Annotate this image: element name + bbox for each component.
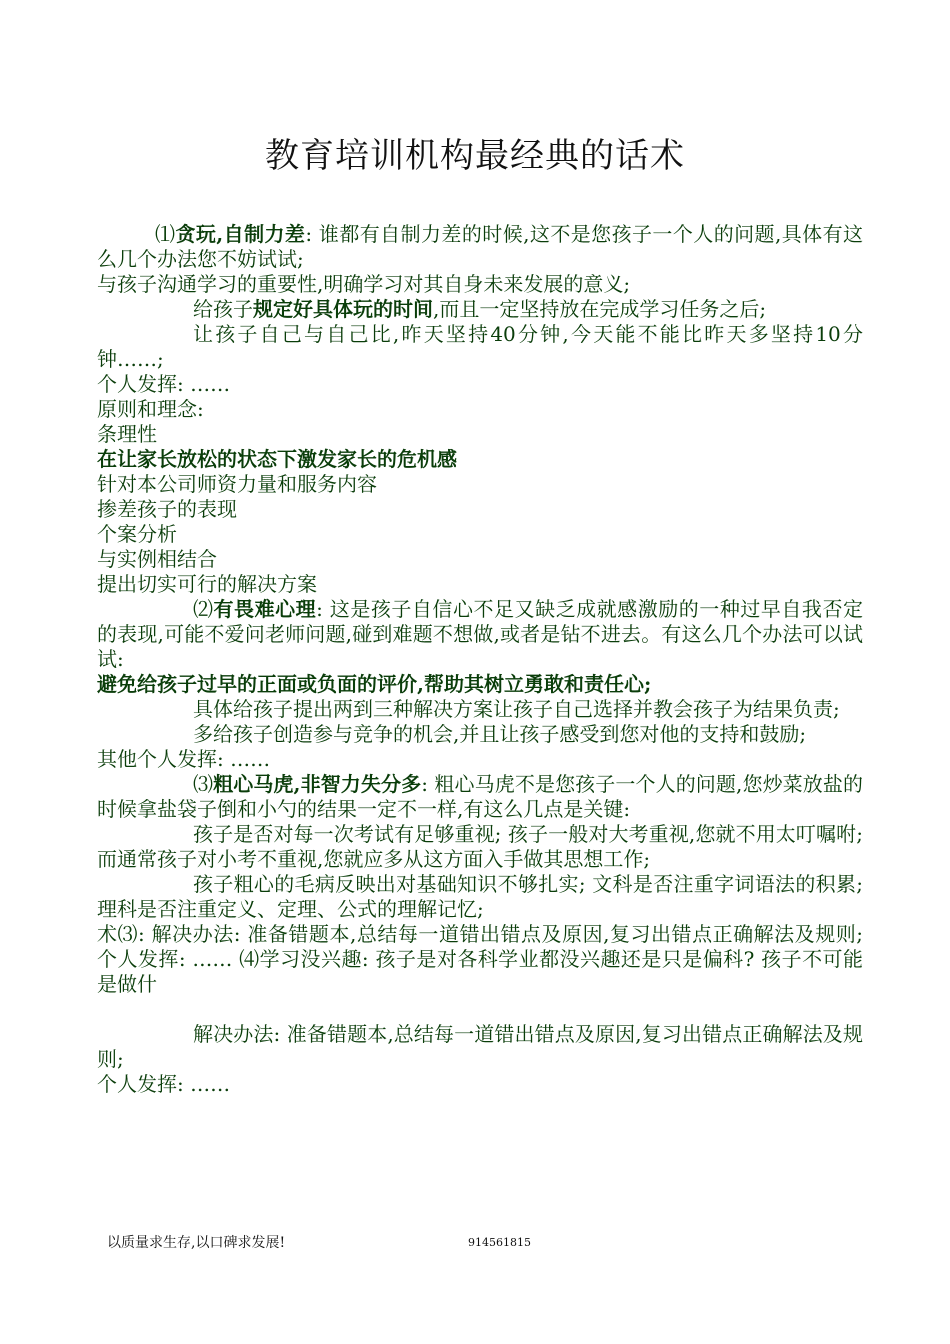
section-3-item-1: 孩子是否对每一次考试有足够重视; 孩子一般对大考重视,您就不用太叮嘱咐; 而通常孩子对小考不重视,您就应多从这方面入手做其思想工作;	[97, 822, 863, 871]
principle-line: 提出切实可行的解决方案	[97, 572, 317, 596]
section-1-intro: : 谁都有自制力差的时候,这不是您孩子一个人的问题,具体有这么几个办法您不妨试试;	[97, 222, 864, 271]
section-1-personal: 个人发挥: ……	[97, 372, 231, 396]
section-2-item-2: 具体给孩子提出两到三种解决方案让孩子自己选择并教会孩子为结果负责;	[193, 697, 840, 721]
section-2-heading: 有畏难心理	[213, 597, 317, 621]
section-3-mixed-line: 术⑶: 解决办法: 准备错题本,总结每一道错出错点及原因,复习出错点正确解法及规则; 个人发挥: …… ⑷学习没兴趣: 孩子是对各科学业都没兴趣还是只是偏科? 孩子不可能是做什	[97, 922, 863, 996]
principle-line: 个案分析	[97, 522, 177, 546]
section-3-number: ⑶	[193, 772, 214, 796]
section-2-item-1	[97, 672, 863, 697]
section-3-item-2: 孩子粗心的毛病反映出对基础知识不够扎实; 文科是否注重字词语法的积累; 理科是否注重定义、定理、公式的理解记忆;	[97, 872, 863, 921]
section-1-paragraph	[97, 222, 863, 272]
section-1-heading: 贪玩,自制力差	[175, 222, 306, 246]
page-title: 教育培训机构最经典的话术	[265, 136, 685, 176]
section-2-intro: : 这是孩子自信心不足又缺乏成就感激励的一种过早自我否定的表现,可能不爱问老师问题,碰到难题不想做,或者是钻不进去。有这么几个办法可以试试:	[97, 597, 863, 671]
section-4-personal: 个人发挥: ……	[97, 1072, 231, 1096]
document-body	[97, 222, 863, 1097]
principle-bold-text: 在让家长放松的状态下激发家长的危机感	[97, 447, 457, 471]
section-2-number: ⑵	[193, 597, 214, 621]
principle-line-bold	[97, 447, 863, 472]
section-1-item-1: 与孩子沟通学习的重要性,明确学习对其自身未来发展的意义;	[97, 272, 631, 296]
section-1-item-3: 让孩子自己与自己比,昨天坚持40分钟,今天能不能比昨天多坚持10分钟……;	[97, 322, 863, 371]
footer-slogan: 以质量求生存,以口碑求发展!	[107, 1235, 286, 1251]
item-2-prefix: 给孩子	[193, 297, 253, 321]
section-3-intro: : 粗心马虎不是您孩子一个人的问题,您炒菜放盐的时候拿盐袋子倒和小勺的结果一定不一样,有这么几点是关键:	[97, 772, 864, 821]
section-1-item-2	[97, 297, 863, 322]
principle-line: 针对本公司师资力量和服务内容	[97, 472, 377, 496]
principles-heading: 原则和理念:	[97, 397, 204, 421]
section-1-number: ⑴	[155, 222, 176, 246]
section-4-solution: 解决办法: 准备错题本,总结每一道错出错点及原因,复习出错点正确解法及规则;	[97, 1022, 863, 1071]
section-2-paragraph	[97, 597, 863, 672]
section-3-paragraph	[97, 772, 863, 822]
section-3-heading: 粗心马虎,非智力失分多	[213, 772, 422, 796]
section-2-personal: 其他个人发挥: ……	[97, 747, 271, 771]
spacer	[97, 997, 863, 1022]
section-2-item-3: 多给孩子创造参与竞争的机会,并且让孩子感受到您对他的支持和鼓励;	[193, 722, 807, 746]
item-2-bold: 规定好具体玩的时间	[253, 297, 433, 321]
item-2-suffix: ,而且一定坚持放在完成学习任务之后;	[433, 297, 767, 321]
principle-line: 掺差孩子的表现	[97, 497, 237, 521]
principle-line: 条理性	[97, 422, 157, 446]
section-2-item-1-bold: 避免给孩子过早的正面或负面的评价,帮助其树立勇敢和责任心;	[97, 672, 652, 696]
footer-number: 914561815	[468, 1236, 531, 1249]
principle-line: 与实例相结合	[97, 547, 217, 571]
